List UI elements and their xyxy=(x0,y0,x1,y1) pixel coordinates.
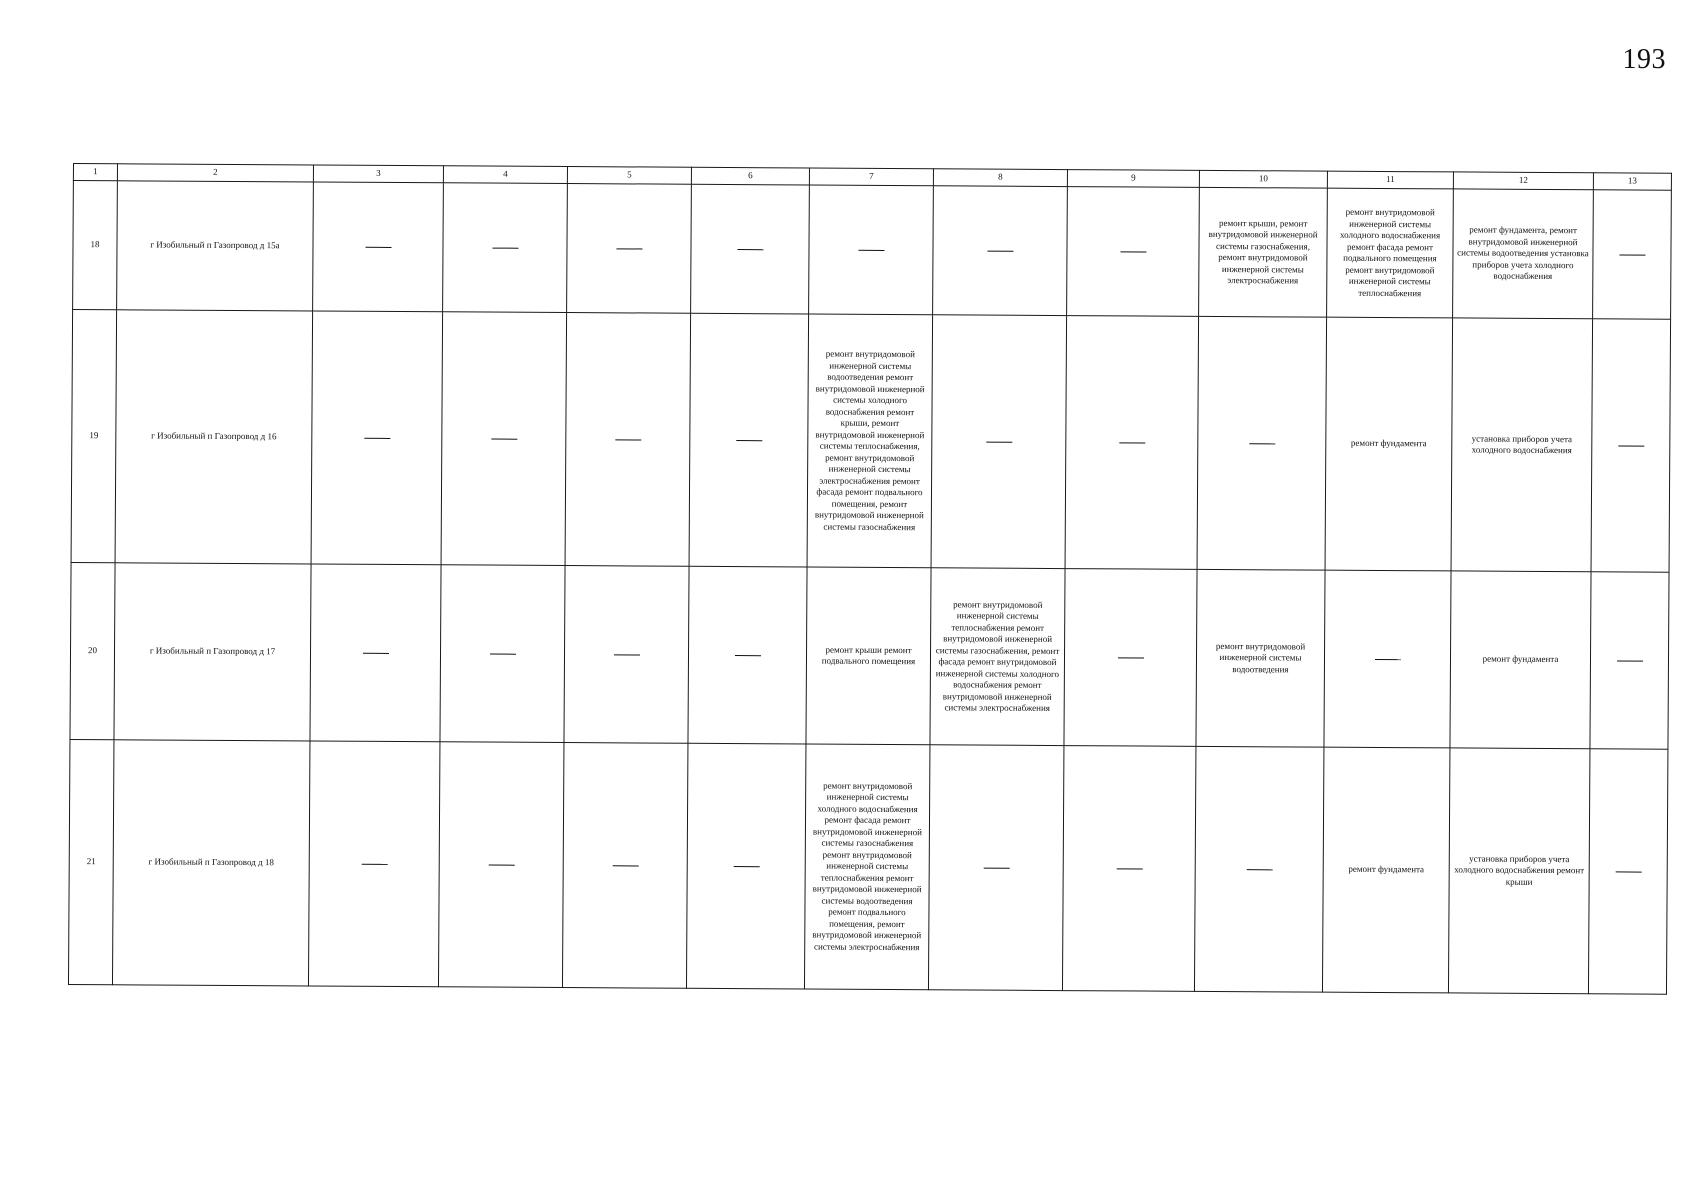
dash-mark xyxy=(1249,443,1275,444)
work-description-cell xyxy=(1325,317,1453,571)
work-description-text: ремонт внутридомовой инженерной системы теплоснабжения ремонт внутридомовой инженерной системы газоснабжения, ремонт фасада ремонт внутридомовой инженерной системы холодного водоснабжения ремонт внутридомовой инженерной системы электроснабжения xyxy=(935,598,1060,713)
table-row xyxy=(71,310,1671,573)
dash-mark xyxy=(364,437,390,438)
work-description-cell xyxy=(1327,188,1454,318)
empty-cell xyxy=(1064,569,1197,747)
empty-cell xyxy=(308,741,439,987)
column-header: 6 xyxy=(691,167,809,185)
empty-cell xyxy=(686,743,805,989)
empty-cell xyxy=(1588,749,1667,994)
column-header: 13 xyxy=(1593,173,1671,190)
column-header: 3 xyxy=(313,165,443,183)
dash-mark xyxy=(983,867,1009,868)
work-description-cell xyxy=(1199,187,1328,317)
work-description-cell xyxy=(1448,748,1589,994)
empty-cell xyxy=(311,311,443,565)
work-description-text: установка приборов учета холодного водоснабжения xyxy=(1471,433,1573,456)
empty-cell xyxy=(688,566,807,744)
row-number-cell: 21 xyxy=(68,739,113,984)
work-description-text: ремонт внутридомовой инженерной системы холодного водоснабжения ремонт фасада ремонт подвального помещения ремонт внутридомовой инженерной системы теплоснабжения xyxy=(1339,206,1441,298)
empty-cell xyxy=(1065,316,1199,570)
dash-mark xyxy=(1120,251,1146,252)
empty-cell xyxy=(443,183,568,313)
empty-cell xyxy=(438,742,563,988)
address-cell: г Изобильный п Газопровод д 17 xyxy=(114,563,311,741)
work-description-text: ремонт внутридомовой инженерной системы водоотведения ремонт внутридомовой инженерной системы холодного водоснабжения ремонт крыши, ремонт внутридомовой инженерной системы теплоснабжения, ремонт внутридомовой инженерной системы электроснабжения ремонт фасада ремонт подвального помещения, ремонт внутридомовой инженерной системы газоснабжения xyxy=(814,348,925,532)
dash-mark xyxy=(1116,868,1142,869)
table-row xyxy=(68,739,1667,994)
table-body xyxy=(68,181,1671,995)
empty-cell xyxy=(441,312,567,566)
dash-mark xyxy=(363,652,389,653)
row-number-cell: 19 xyxy=(71,310,117,563)
work-description-text: ремонт фундамента, ремонт внутридомовой инженерной системы водоотведения установка приборов учета холодного водоснабжения xyxy=(1457,224,1589,282)
dash-mark xyxy=(615,439,641,440)
dash-mark xyxy=(1615,871,1641,872)
dash-mark xyxy=(612,865,638,866)
empty-cell xyxy=(310,564,441,742)
dash-mark xyxy=(858,249,884,250)
empty-cell xyxy=(567,184,692,314)
table-row xyxy=(70,562,1669,749)
empty-cell xyxy=(564,566,689,744)
dash-mark xyxy=(736,440,762,441)
column-header: 8 xyxy=(933,169,1067,187)
empty-cell xyxy=(933,186,1068,316)
column-header: 4 xyxy=(443,166,567,184)
column-header: 12 xyxy=(1453,172,1593,190)
column-header: 7 xyxy=(809,168,933,186)
dash-mark xyxy=(987,250,1013,251)
work-description-text: ремонт внутридомовой инженерной системы водоотведения xyxy=(1215,640,1306,675)
dash-mark xyxy=(1246,869,1272,870)
column-header: 9 xyxy=(1067,170,1199,188)
dash-mark xyxy=(614,654,640,655)
work-description-text: установка приборов учета холодного водоснабжения ремонт крыши xyxy=(1454,853,1585,887)
empty-cell xyxy=(313,182,444,312)
empty-cell xyxy=(928,745,1063,991)
work-description-cell xyxy=(1451,318,1593,572)
empty-cell xyxy=(565,313,691,567)
empty-cell xyxy=(1591,319,1671,572)
dash-mark xyxy=(490,653,516,654)
address-cell: г Изобильный п Газопровод д 18 xyxy=(112,740,309,986)
work-description-text: ремонт фундамента xyxy=(1350,438,1427,449)
column-header: 10 xyxy=(1199,170,1327,188)
work-description-cell xyxy=(1450,571,1591,749)
empty-cell xyxy=(1590,572,1669,749)
work-description-text: ремонт внутридомовой инженерной системы холодного водоснабжения ремонт фасада ремонт внутридомовой инженерной системы газоснабжения ремонт внутридомовой инженерной системы теплоснабжения ремонт внутридомовой инженерной системы водоотведения ремонт подвального помещения, ремонт внутридомовой инженерной системы электроснабжения xyxy=(812,780,922,952)
dash-mark xyxy=(1619,254,1645,255)
dash-mark xyxy=(492,247,518,248)
page-number: 193 xyxy=(1622,44,1666,75)
dash-mark xyxy=(361,863,387,864)
dash-mark xyxy=(1618,445,1644,446)
dash-mark xyxy=(488,864,514,865)
address-cell: г Изобильный п Газопровод д 15а xyxy=(117,181,314,311)
row-number-cell: 20 xyxy=(70,562,115,739)
dash-mark xyxy=(491,438,517,439)
empty-cell xyxy=(1062,746,1195,992)
column-header: 11 xyxy=(1327,171,1453,189)
empty-cell xyxy=(1067,187,1200,317)
work-description-cell xyxy=(1196,569,1325,747)
table-row xyxy=(73,181,1672,320)
work-description-text: ремонт фундамента xyxy=(1482,653,1559,665)
work-description-text: ремонт крыши, ремонт внутридомовой инженерной системы газоснабжения, ремонт внутридомовой инженерной системы электроснабжения xyxy=(1208,217,1318,286)
dash-mark xyxy=(1117,657,1143,658)
dash-mark xyxy=(616,248,642,249)
empty-cell xyxy=(809,185,934,315)
dash-mark xyxy=(1616,660,1642,661)
dash-mark xyxy=(735,655,761,656)
work-description-text: ремонт крыши ремонт подвального помещения xyxy=(821,644,916,667)
dash-mark xyxy=(986,441,1012,442)
dash-mark xyxy=(737,249,763,250)
empty-cell xyxy=(1593,190,1672,319)
dash-mark xyxy=(1374,659,1400,660)
empty-cell xyxy=(691,184,810,314)
repair-schedule-table xyxy=(68,163,1672,995)
dash-mark xyxy=(365,246,391,247)
dash-mark xyxy=(1119,442,1145,443)
empty-cell xyxy=(1324,570,1451,748)
row-number-cell: 18 xyxy=(73,181,118,310)
empty-cell xyxy=(1197,316,1327,570)
empty-cell xyxy=(931,315,1067,569)
work-description-cell xyxy=(930,568,1065,746)
work-description-cell xyxy=(806,567,931,745)
work-description-text: ремонт фундамента xyxy=(1348,864,1425,875)
work-description-cell xyxy=(1453,189,1594,319)
column-header: 5 xyxy=(567,167,691,185)
address-cell: г Изобильный п Газопровод д 16 xyxy=(115,310,313,564)
work-description-cell xyxy=(1322,747,1449,993)
empty-cell xyxy=(689,313,809,567)
column-header: 1 xyxy=(73,164,117,181)
dash-mark xyxy=(733,866,759,867)
work-description-cell xyxy=(804,744,929,990)
work-description-cell xyxy=(807,314,933,568)
empty-cell xyxy=(1194,746,1323,992)
empty-cell xyxy=(562,743,687,989)
empty-cell xyxy=(440,565,565,743)
column-header: 2 xyxy=(117,164,313,182)
